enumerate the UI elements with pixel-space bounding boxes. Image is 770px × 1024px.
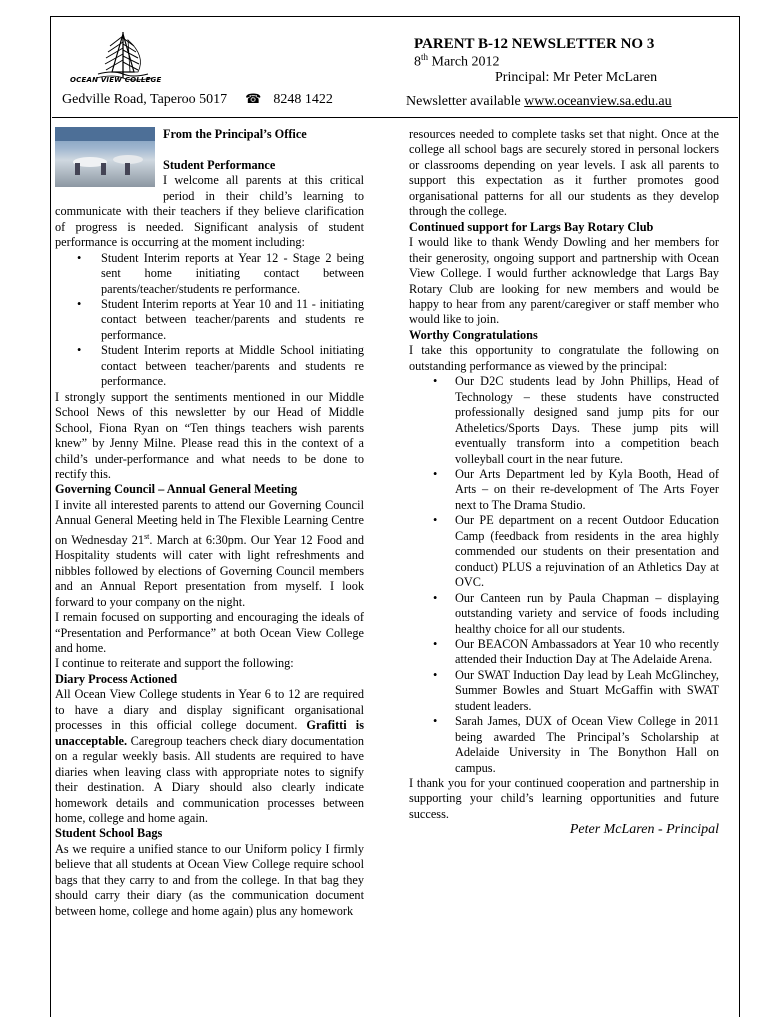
- newsletter-web: Newsletter available www.oceanview.sa.edu.au: [406, 94, 672, 109]
- list-item: • Student Interim reports at Middle School initiating contact between teacher/parents and students re performance.: [55, 343, 364, 389]
- address-line: [62, 92, 333, 108]
- performance-intro: I welcome all parents at this critical period in their child’s learning to communicate with their teachers if they believe clarification of progress is needed. Significant analysis of student performance is occurring at the moment including:: [55, 173, 364, 250]
- support-paragraph: I strongly support the sentiments mentioned in our Middle School News of this newsletter by our Head of Middle School, Fiona Ryan on “Ten things teachers wish parents knew” by Jenny Milne. Please read this in the context of a child’s under-performance and what needs to be done to rectify this.: [55, 389, 364, 481]
- newsletter-date: 8th March 2012: [414, 52, 500, 70]
- congratulations-heading: Worthy Congratulations: [409, 327, 538, 342]
- principal-name: Principal: Mr Peter McLaren: [495, 70, 658, 85]
- focus-paragraph: I remain focused on supporting and encouraging the ideals of “Presentation and Performance” at both Ocean View College and home.: [55, 610, 364, 656]
- reiterate-paragraph: I continue to reiterate and support the following:: [55, 656, 294, 671]
- diary-paragraph: All Ocean View College students in Year 6 to 12 are required to have a diary and display significant organisational processes in this official college document. Grafitti is unacceptable. Caregroup teachers check diary documentation on a regular weekly basis. All students are required to have diaries when leaving class with appropriate notes to signify their destination. A Diary should also clearly indicate homework details and communication processes between home, college and home again.: [55, 687, 364, 826]
- classroom-photo: [55, 127, 155, 187]
- performance-list: [55, 251, 364, 390]
- thanks-paragraph: I thank you for your continued cooperation and partnership in supporting your child’s learning opportunities and future success.: [409, 776, 719, 821]
- list-item: • Our Canteen run by Paula Chapman – displaying outstanding variety and service of foods including healthy choice for all our students.: [409, 591, 719, 637]
- right-column: [409, 127, 719, 838]
- address: Gedville Road, Taperoo 5017: [62, 92, 228, 107]
- congratulations-list: [409, 374, 719, 776]
- governing-council-paragraph: I invite all interested parents to attend our Governing Council Annual General Meeting held in The Flexible Learning Centre on Wednesday 21st. March at 6:30pm. Our Year 12 Food and Hospitality students will cater with light refreshments and nibbles followed by elections of Governing Council members and an Annual Report presentation from myself. I look forward to your company on the night.: [55, 497, 364, 609]
- school-bags-continued: resources needed to complete tasks set that night. Once at the college all school bags are securely stored in personal lockers or classrooms depending on year levels. I ask all parents to support this expectation as it further promotes good organisational patterns for all our students as they develop through the college.: [409, 127, 719, 219]
- office-heading: From the Principal’s Office: [163, 127, 307, 141]
- header-divider: [52, 117, 738, 118]
- list-item: • Our BEACON Ambassadors at Year 10 who recently attended their Induction Day at The Adelaide Arena.: [409, 637, 719, 668]
- school-bags-paragraph: As we require a unified stance to our Uniform policy I firmly believe that all students at Ocean View College require school bags that they carry to and from the college. In that bag they should carry their diary (as the communication document between home, college and home again) plus any homework: [55, 841, 364, 918]
- list-item: • Sarah James, DUX of Ocean View College in 2011 being awarded The Principal’s Scholarship at Adelaide University in The Bonython Hall on campus.: [409, 714, 719, 776]
- diary-heading: Diary Process Actioned: [55, 671, 178, 686]
- telephone-icon: ☎: [245, 92, 262, 107]
- newsletter-header: [414, 36, 654, 71]
- governing-council-heading: Governing Council – Annual General Meeting: [55, 482, 298, 497]
- list-item: • Our Arts Department led by Kyla Booth, Head of Arts – on their re-development of The Arts Foyer next to The Drama Studio.: [409, 467, 719, 513]
- congratulations-intro: I take this opportunity to congratulate the following on outstanding performance as viewed by the principal:: [409, 343, 719, 373]
- list-item: • Our D2C students lead by John Phillips, Head of Technology – these students have constructed professionally designed sand jump pits for our Atheletics/Sports Days. These jump pits will eventually transform into a competition beach volleyball court in the near future.: [409, 374, 719, 467]
- list-item: • Our SWAT Induction Day lead by Leah McGlinchey, Summer Bowles and Stuart McGaffin with SWAT student leaders.: [409, 668, 719, 714]
- website-link[interactable]: www.oceanview.sa.edu.au: [524, 94, 672, 109]
- logo-text: OCEAN VIEW COLLEGE: [70, 76, 162, 84]
- rotary-heading: Continued support for Largs Bay Rotary Club: [409, 219, 654, 234]
- list-item: • Student Interim reports at Year 12 - Stage 2 being sent home initiating contact between parents/teacher/students re performance.: [55, 251, 364, 297]
- phone-number: 8248 1422: [273, 92, 333, 107]
- performance-heading: Student Performance: [163, 157, 276, 172]
- list-item: • Student Interim reports at Year 10 and 11 - initiating contact between teacher/parents and students re performance.: [55, 297, 364, 343]
- rotary-paragraph: I would like to thank Wendy Dowling and her members for their generosity, ongoing support and partnership with Ocean View College. I would further acknowledge that Largs Bay Rotary Club are looking for new members and would be happy to hear from any parent/caregiver or staff member who would like to join.: [409, 235, 719, 327]
- newsletter-title: PARENT B-12 NEWSLETTER NO 3: [414, 36, 655, 52]
- list-item: • Our PE department on a recent Outdoor Education Camp (feedback from residents in the area highly commended our students on their presentation and conduct) PLUS a rejuvination of an Athletics Day at OVC.: [409, 513, 719, 590]
- signature: Peter McLaren - Principal: [569, 822, 719, 838]
- left-column: [55, 127, 364, 919]
- school-bags-heading: Student School Bags: [55, 826, 163, 841]
